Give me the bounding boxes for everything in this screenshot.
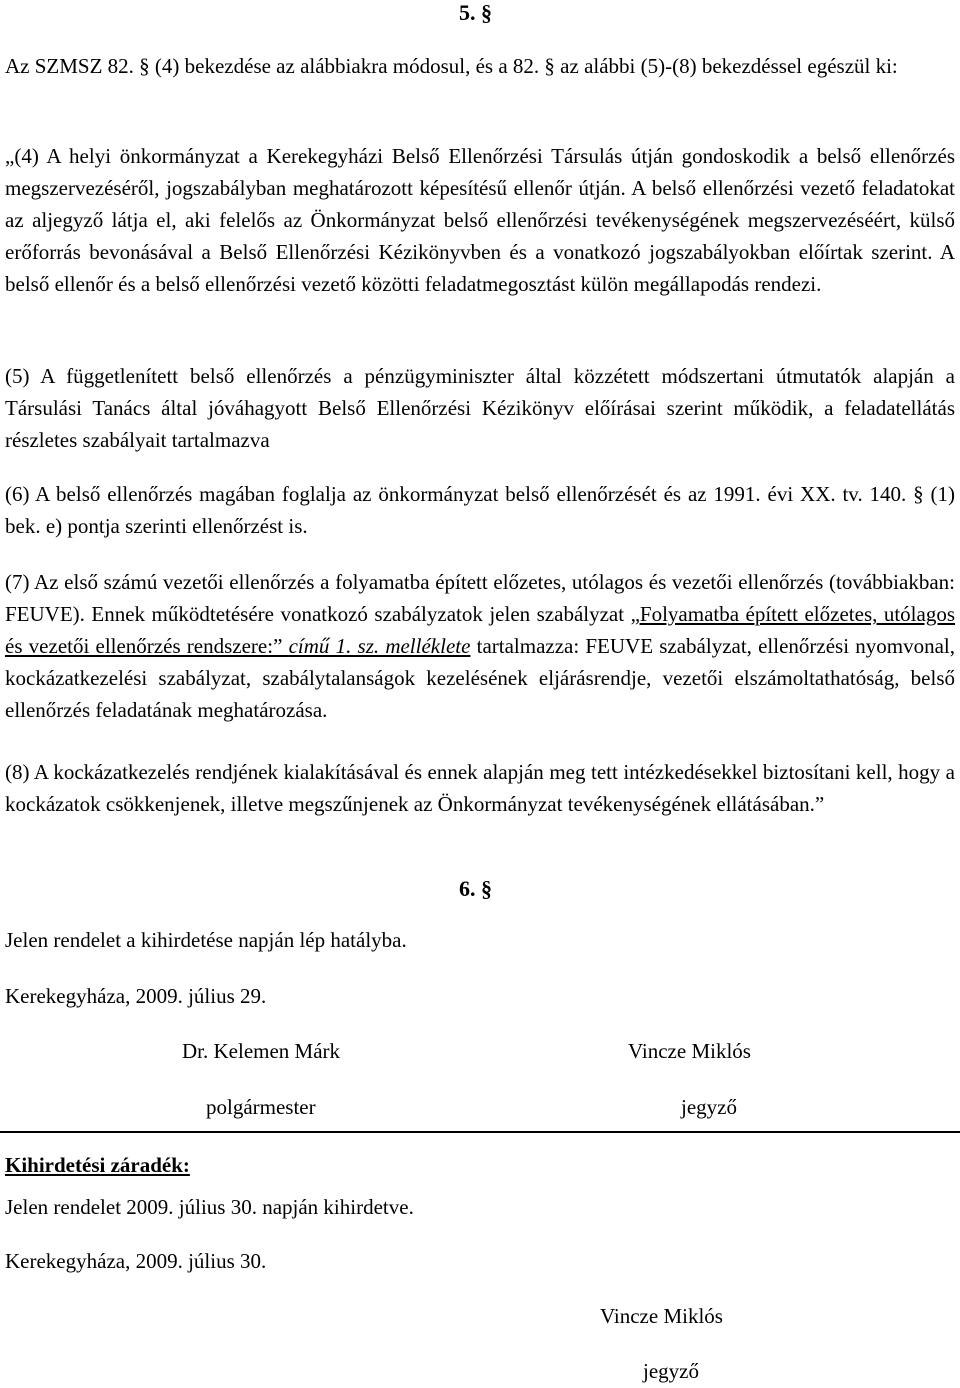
notary-name: Vincze Miklós bbox=[628, 1039, 751, 1063]
place-date: Kerekegyháza, 2009. július 29. bbox=[5, 984, 267, 1008]
mayor-title: polgármester bbox=[206, 1095, 316, 1119]
section-6-heading: 6. § bbox=[459, 876, 492, 901]
paragraph-7-text-after: tartalmazza: FEUVE szabályzat, ellenőrzési nyomvonal, kockázatkezelési szabályzat, szabálytalanságok kezelésének eljárásrendje, vezetői elszámoltathatóság, belső ellenőrzés feladatának meghatározása. bbox=[5, 634, 955, 722]
divider-line bbox=[0, 1131, 960, 1133]
paragraph-6: (6) A belső ellenőrzés magában foglalja az önkormányzat belső ellenőrzését és az 1991. évi XX. tv. 140. § (1) bek. e) pontja szerinti ellenőrzést is. bbox=[5, 482, 955, 538]
annex-number-reference: című 1. sz. melléklete bbox=[288, 634, 471, 658]
promulgation-text: Jelen rendelet 2009. július 30. napján kihirdetve. bbox=[5, 1195, 414, 1219]
intro-paragraph: Az SZMSZ 82. § (4) bekezdése az alábbiakra módosul, és a 82. § az alábbi (5)-(8) bekezdéssel egészül ki: bbox=[5, 54, 898, 78]
promulgation-place-date: Kerekegyháza, 2009. július 30. bbox=[5, 1249, 267, 1273]
section-5-heading: 5. § bbox=[459, 0, 492, 25]
promulgation-signer-name: Vincze Miklós bbox=[600, 1304, 723, 1328]
notary-title: jegyző bbox=[681, 1095, 737, 1119]
annex-title-reference: „Folyamatba épített előzetes, utólagos és vezetői ellenőrzés rendszere:” bbox=[5, 602, 956, 658]
paragraph-5: (5) A függetlenített belső ellenőrzés a pénzügyminiszter által közzétett módszertani útmutatók alapján a Társulási Tanács által jóváhagyott Belső Ellenőrzési Kézikönyv előírásai szerint működik, a feladatellátás részletes szabályait tartalmazva bbox=[5, 364, 955, 452]
effective-date-text: Jelen rendelet a kihirdetése napján lép hatályba. bbox=[5, 928, 407, 952]
paragraph-7-text-before: (7) Az első számú vezetői ellenőrzés a folyamatba épített előzetes, utólagos és vezetői ellenőrzés (továbbiakban: FEUVE). Ennek működtetésére vonatkozó szabályzatok jelen szabályzat bbox=[5, 570, 955, 626]
paragraph-7 bbox=[5, 566, 955, 726]
paragraph-8: (8) A kockázatkezelés rendjének kialakításával és ennek alapján meg tett intézkedésekkel biztosítani kell, hogy a kockázatok csökkenjenek, illetve megszűnjenek az Önkormányzat tevékenységének ellátásában.” bbox=[5, 760, 955, 816]
mayor-name: Dr. Kelemen Márk bbox=[182, 1039, 341, 1063]
promulgation-heading: Kihirdetési záradék: bbox=[5, 1153, 190, 1177]
paragraph-4: „(4) A helyi önkormányzat a Kerekegyházi Belső Ellenőrzési Társulás útján gondoskodik a belső ellenőrzés megszervezéséről, jogszabályban meghatározott képesítésű ellenőr útján. A belső ellenőrzési vezető feladatokat az aljegyző látja el, aki felelős az Önkormányzat belső ellenőrzési tevékenységének megszervezéséért, külső erőforrás bevonásával a Belső Ellenőrzési Kézikönyvben és a vonatkozó jogszabályokban előírtak szerint. A belső ellenőr és a belső ellenőrzési vezető közötti feladatmegosztást külön megállapodás rendezi. bbox=[5, 144, 955, 296]
promulgation-signer-title: jegyző bbox=[643, 1359, 699, 1383]
